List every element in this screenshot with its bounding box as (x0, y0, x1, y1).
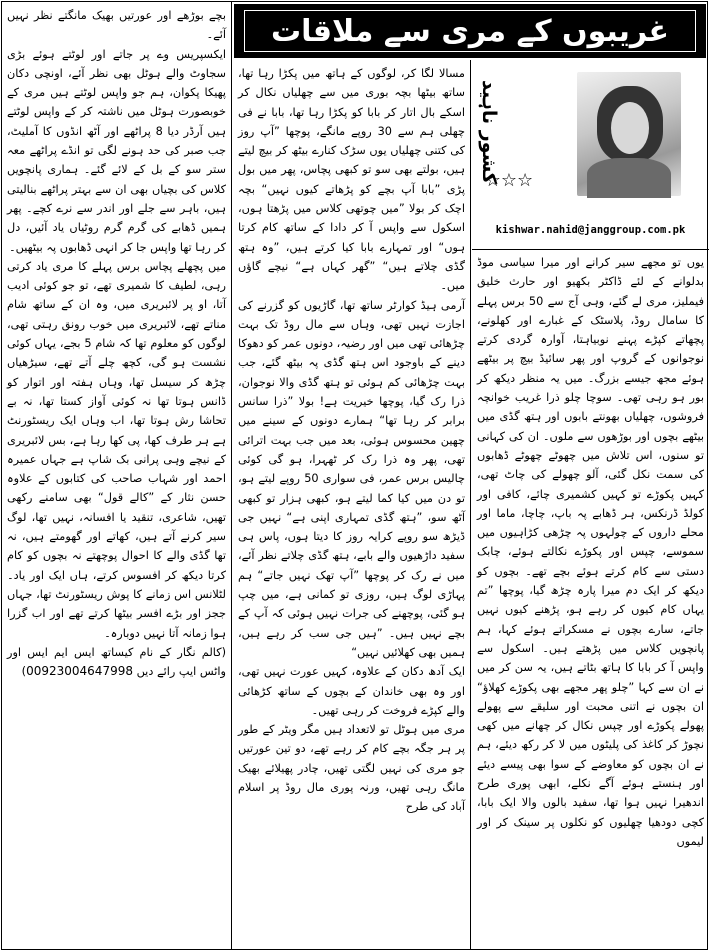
author-box (472, 60, 709, 250)
paragraph: مری میں ہوٹل تو لاتعداد ہیں مگر ویٹر کے طور پر ہر جگہ بچے کام کر رہے تھے، دو تین عورتیں جو مری کی نہیں لگتی تھیں، چادر پھیلائے بھیک مانگ رہی تھیں، ورنہ پوری مال روڈ پر اسلام آباد کی طرح (238, 723, 465, 814)
contact-note: (کالم نگار کے نام کیساتھ ایس ایم ایس اور واٹس ایپ رائے دیں (7, 645, 226, 679)
headline: غریبوں کے مری سے ملاقات (244, 10, 696, 52)
paragraph: بچے بوڑھے اور عورتیں بھیک مانگتے نظر نہیں آئے۔ (7, 9, 226, 42)
column-right (472, 249, 709, 949)
paragraph: یوں تو مجھے سیر کرانے اور میرا سیاسی موڈ بدلوانے کے لئے ڈاکٹر بکھیو اور حارث خلیق فیملیز، مری لے گئے، وہی آج سے 50 برس پہلے کا سامال روڈ، پلاسٹک کے غبارے اور کھلونے، پچھاتے کپڑے پہنے نوبیاہتا، آوارہ گردی کرتے نوجوانوں کے گروپ اور پھر سائیڈ بیچ پر بیٹھے ہوئے مجھ جیسے بزرگ۔ میں یہ منظر دیکھ کر بور ہو رہی تھی۔ سوچا چلو ذرا غریب خوانچہ فروشوں، چھلیاں بھونتے بابوں اور ہتھ گڈی میں بیٹھے بچوں اور بوڑھوں سے ملوں۔ ان کی کہانی تو سنوں، اس تلاش میں چھوٹے چھوٹے ڈھابوں کی سمت نکل گئی، آلو چھولے کی چاٹ تھی، کہیں پکوڑے تو کہیں کشمیری چائے، کافی اور کولڈ ڈرنکس، ہر ڈھابے پہ باپ، چاچا، ماما اور محلے داروں کے چولہوں پہ چڑھی کڑاہیوں میں سموسے، چپس اور پکوڑے نکالتے ہوئے، چابک دستی سے کام کرتے ہوئے بچے تھے۔ بچوں کو دیکھ کر ایک دم میرا پارہ چڑھ گیا، پوچھا ”تم یہاں کام کیوں کر رہے ہو، پڑھنے کیوں نہیں جاتے، سارے بچوں نے مسکراتے ہوئے کہا، ہم پانچویں کلاس میں پڑھتے ہیں۔ اسکول سے واپس آ کر بابا کا ہاتھ بٹاتے ہیں، یہ سن کر میں نے ان سے کہا ”چلو پھر مجھے بھی پکوڑے کھلاؤ“ ان بچوں نے اتنی محبت اور سلیقے سے پھولے پھولے پکوڑے اور چپس نکال کر چھانے میں کھی نچوڑ کر کاغذ کی پلیٹوں میں لا کر رکھ دیئے، ہم نے ان بچوں کو معاوضے کے سوا بھی پیسے دیئے اور ہنستے ہوئے آگے نکلے، ابھی پوری طرح اندھیرا نہیں ہوا تھا، سفید بالوں والا ایک بابا، کچی دودھیا چھلیوں کو نکلوں پر سینک کر اور لیموں (477, 256, 704, 848)
paragraph: مسالا لگا کر، لوگوں کے ہاتھ میں پکڑا رہا تھا، ساتھ بیٹھا بچہ بوری میں سے چھلیاں نکال کر اسکے بال اتار کر بابا کو پکڑا رہا تھا، بابا نے فی چھلی ہم سے 30 روپے مانگے، پوچھا ”آپ روز کی کتنی چھلیاں یوں سڑک کنارے بیٹھ کر بیچ لیتے ہیں، بولتے بھی سو تو کبھی پچاس، پھر میں بول پڑی ”بابا آپ بچے کو پڑھاتے کیوں نہیں“ بچہ اچک کر بولا ”میں چوتھی کلاس میں پڑھتا ہوں، اسکول سے واپس آ کر دادا کے ساتھ کام کرتا ہوں“ اور تمہارے بابا کیا کرتے ہیں، ”وہ ہتھ گڈی چلاتے ہیں“ ”گھر کہاں ہے“ نیچے گاؤں میں۔ (238, 67, 465, 293)
phone-number: 00923004647998 (26, 664, 133, 679)
author-email: kishwar.nahid@janggroup.com.pk (495, 224, 686, 236)
paragraph: آرمی ہیڈ کوارٹر ساتھ تھا، گاڑیوں کو گزرنے کی اجازت نہیں تھی، وہاں سے مال روڈ تک بہت چڑھائی تھی میں اور رضیہ، دونوں عمر کو دھوکا دینے کے باوجود اس ہتھ گڈی پہ بیٹھ گئے، جب بہت چڑھائی کم ہوئی تو ہتھ گڈی والا نوجوان، ذرا رک گیا، پوچھا خیریت ہے! بولا ”ذرا سانس برابر کر رہا تھا“ ہمارے دونوں کے سینے میں چھین محسوس ہوئی، بعد میں جب بہت اترائی تھی، پھر وہ ذرا رک کر ٹھہرا، ہو گی کوئی چالیس برس عمر، فی سواری 50 روپے لیتے ہو، تو دن میں کیا کما لیتے ہو، کبھی ہزار تو کبھی آٹھ سو، ”ہتھ گڈی تمہاری اپنی ہے“ نہیں جی ڈیڑھ سو روپے کرایہ روز کا دیتا ہوں، پاس ہی سفید داڑھیوں والے بابے، ہتھ گڈی چلاتے نظر آئے، میں نے رک کر پوچھا ”آپ تھک نہیں جاتے“ ہم پہاڑی لوگ ہیں، روزی تو کمانی ہے، میں چپ ہو گئی، پوچھنے کی جرات نہیں ہوئی کہ آپ کے بچے نہیں ہیں۔ ”ہیں جی سب کر رہے ہیں، ہمیں بھی کھلائیں نہیں“ (238, 298, 465, 659)
paragraph: ایکسپریس وے پر جاتے اور لوٹتے ہوئے بڑی سجاوٹ والے ہوٹل بھی نظر آئے، اونچی دکان پھیکا پکوان، ہم جو واپس لوٹتے ہیں مری کے خوبصورت ہوٹل میں ناشتہ کر کے واپس لوٹتے ہیں آرڈر دیا 8 پراٹھے اور آٹھ انڈوں کا آملیٹ، جب صبر کی حد ہونے لگی تو انڈے پراٹھے معہ ستر سو کے بل کے لائے گئے۔ ہماری پانچویں کلاس کی بچیاں بھی ان سے بہتر پراٹھے بنالیتی ہیں، باہر سے جلے اور اندر سے نرے کچے۔ پھر ہمیں ڈھابے کی گرم گرم روٹیاں یاد آئیں، دل کر رہا تھا واپس جا کر انہی ڈھابوں پہ بیٹھیں۔ (7, 47, 226, 254)
author-stars: ☆☆☆ (484, 170, 534, 191)
headline-banner (234, 4, 706, 58)
author-photo (577, 72, 681, 196)
author-name: کشور ناہید (478, 80, 500, 184)
paragraph: ایک آدھ دکان کے علاوہ، کہیں عورت نہیں تھی، اور وہ بھی خاندان کے بچوں کے ساتھ کڑھائی والے کپڑے فروخت کر رہی تھیں۔ (238, 665, 465, 717)
column-middle (233, 60, 471, 949)
newspaper-page (1, 1, 708, 950)
column-left (2, 2, 232, 949)
paragraph: میں پچھلے پچاس برس پہلے کا مری یاد کرتی رہی، لطیف کا شمیری تھے، تو جو کوئی ادیب آتا، او پر لائبریری میں، وہ ان کے ساتھ شام مناتے تھے، لائبریری میں خوب رونق رہتی تھی، لوگوں کو معلوم تھا کہ شام 5 بجے، یہاں کوئی نشست ہو گی، کچھ چلے آتے تھے، سیڑھیاں چڑھ کر سیسل تھا، وہاں ہفتہ اور اتوار کو ڈانس ہوتا تھا نہ کوئی آواز کستا تھا، نہ بے تحاشا رش ہوتا تھا، اب وہاں ایک ریسٹورنٹ ہے ہر طرف کھا، پی کھا رہا ہے، بس لائبریری کے نیچے وہی پرانی بک شاپ ہے جہاں عمیرہ احمد اور شہاب صاحب کی کتابوں کے علاوہ حسن نثار کے ”کالے قول“ بھی سامنے رکھی تھیں، شاعری، تنقید یا افسانہ، نہیں تھا، لوگ سیر کرنے آتے ہیں، کھاتے اور گھومتے ہیں، نہ تھا گڈی والے کا احوال پوچھتے نہ بچوں کو کام کرتا دیکھ کر افسوس کرتے، ہاں ایک اور یاد۔ لٹلانس اس زمانے کا پوش ریسٹورنٹ تھا، جہاں ججز اور بڑے افسر بیٹھا کرتے تھے اور اب گزرا ہوا زمانہ آتا نہیں دوبارہ۔ (7, 259, 226, 640)
paragraph: (کالم نگار کے نام کیساتھ ایس ایم ایس اور واٹس ایپ رائے دیں 00923004647998) (7, 645, 226, 679)
